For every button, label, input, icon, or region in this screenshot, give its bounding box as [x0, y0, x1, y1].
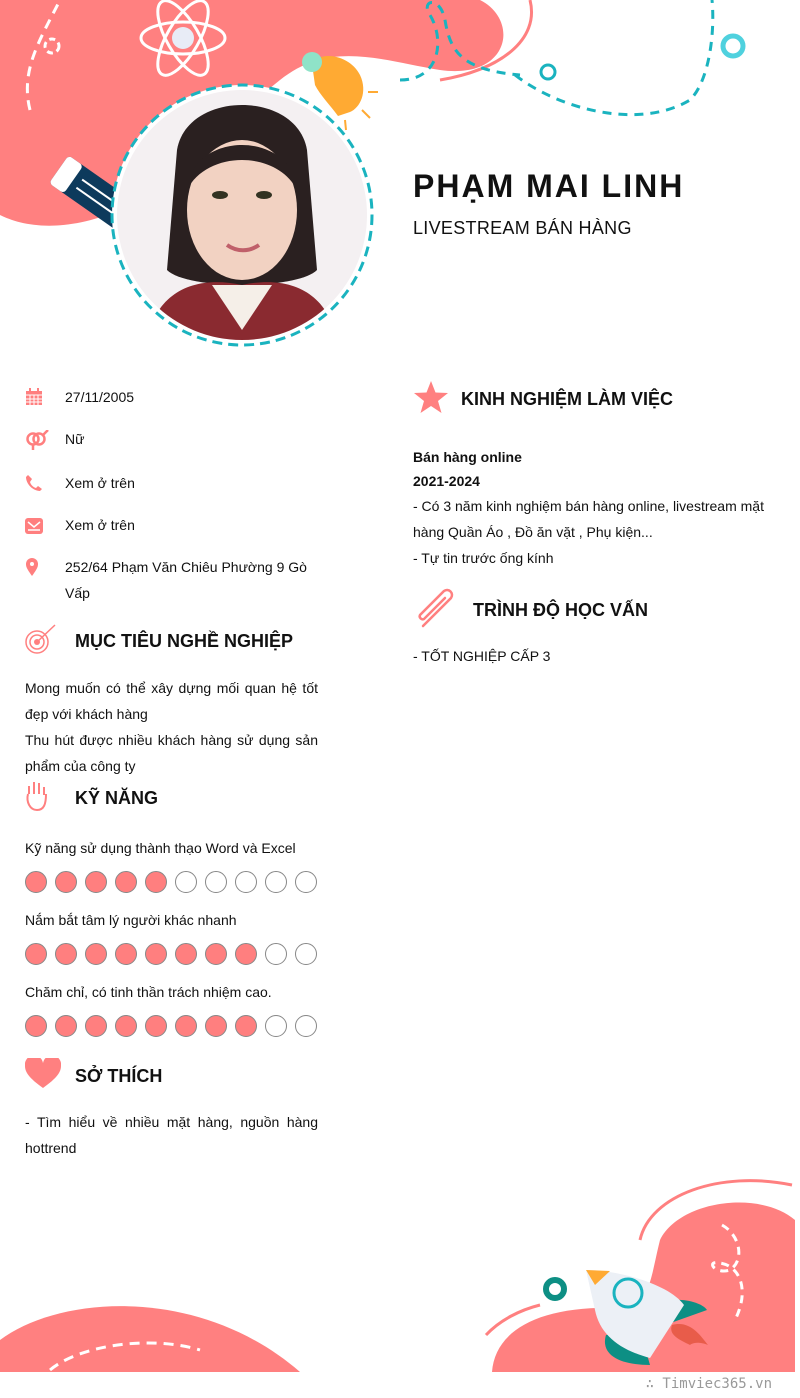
rating-dot-filled	[55, 871, 77, 893]
email-icon	[25, 512, 65, 542]
profile-photo	[117, 90, 367, 340]
paperclip-icon	[413, 588, 473, 633]
candidate-name: PHẠM MAI LINH	[413, 168, 685, 204]
skills-title: KỸ NĂNG	[75, 788, 159, 808]
hobbies-title: SỞ THÍCH	[75, 1066, 163, 1086]
contact-phone: Xem ở trên	[25, 470, 325, 500]
education-section	[413, 588, 775, 669]
target-icon	[25, 622, 75, 661]
footer-decoration	[0, 1160, 800, 1380]
objective-title: MỤC TIÊU NGHỀ NGHIỆP	[75, 631, 294, 651]
star-icon	[413, 380, 461, 419]
rating-dot-filled	[175, 943, 197, 965]
rating-dot-filled	[115, 871, 137, 893]
calendar-icon	[25, 384, 65, 414]
skill-rating	[25, 871, 318, 893]
rating-dot-filled	[115, 1015, 137, 1037]
rating-dot-filled	[145, 871, 167, 893]
rating-dot-filled	[235, 943, 257, 965]
skill-name: Kỹ năng sử dụng thành thạo Word và Excel	[25, 840, 296, 856]
rating-dot-empty	[235, 871, 257, 893]
rating-dot-filled	[85, 1015, 107, 1037]
objective-section	[25, 622, 318, 779]
phone-icon	[25, 470, 65, 500]
skill-rating	[25, 943, 318, 965]
rating-dot-filled	[25, 871, 47, 893]
experience-item	[413, 445, 775, 571]
hobbies-section	[25, 1058, 318, 1161]
rating-dot-filled	[145, 1015, 167, 1037]
experience-title: KINH NGHIỆM LÀM VIỆC	[461, 389, 674, 409]
rating-dot-empty	[265, 871, 287, 893]
rating-dot-empty	[295, 871, 317, 893]
heart-icon	[25, 1058, 75, 1095]
contact-gender: Nữ	[25, 426, 325, 458]
rating-dot-filled	[145, 943, 167, 965]
rating-dot-empty	[295, 943, 317, 965]
education-text: - TỐT NGHIỆP CẤP 3	[413, 648, 551, 664]
job-title: LIVESTREAM BÁN HÀNG	[413, 218, 632, 238]
rating-dot-filled	[85, 871, 107, 893]
location-icon	[25, 554, 65, 584]
skill-rating	[25, 1015, 318, 1037]
objective-line: Thu hút được nhiều khách hàng sử dụng sản phẩm của công ty	[25, 732, 318, 774]
contact-info	[25, 384, 325, 618]
skill-name: Nắm bắt tâm lý người khác nhanh	[25, 912, 237, 928]
experience-line: - Tự tin trước ống kính	[413, 550, 554, 566]
watermark: ∴ Timviec365.vn	[645, 1376, 772, 1392]
experience-role: Bán hàng online	[413, 449, 522, 465]
experience-section	[413, 380, 775, 571]
contact-birthdate: 27/11/2005	[25, 384, 325, 414]
hobbies-text: - Tìm hiểu về nhiều mặt hàng, nguồn hàng hottrend	[25, 1114, 318, 1156]
contact-address: 252/64 Phạm Văn Chiêu Phường 9 Gò Vấp	[25, 554, 325, 606]
rating-dot-filled	[25, 1015, 47, 1037]
rating-dot-filled	[205, 943, 227, 965]
rating-dot-empty	[295, 1015, 317, 1037]
skill-name: Chăm chỉ, có tinh thần trách nhiệm cao.	[25, 984, 272, 1000]
rating-dot-filled	[55, 1015, 77, 1037]
rating-dot-filled	[175, 1015, 197, 1037]
rating-dot-filled	[55, 943, 77, 965]
rating-dot-filled	[235, 1015, 257, 1037]
skills-section	[25, 780, 318, 1051]
rating-dot-filled	[85, 943, 107, 965]
gender-icon	[25, 426, 65, 458]
rating-dot-empty	[175, 871, 197, 893]
rating-dot-filled	[205, 1015, 227, 1037]
contact-email: Xem ở trên	[25, 512, 325, 542]
rating-dot-filled	[25, 943, 47, 965]
rating-dot-empty	[265, 1015, 287, 1037]
rating-dot-filled	[115, 943, 137, 965]
experience-line: - Có 3 năm kinh nghiệm bán hàng online, livestream mặt hàng Quần Áo , Đồ ăn vặt , Phụ kiện...	[413, 498, 764, 540]
rating-dot-empty	[265, 943, 287, 965]
objective-line: Mong muốn có thể xây dựng mối quan hệ tốt đẹp với khách hàng	[25, 680, 318, 722]
experience-period: 2021-2024	[413, 473, 480, 489]
hand-icon	[25, 780, 75, 817]
rating-dot-empty	[205, 871, 227, 893]
education-title: TRÌNH ĐỘ HỌC VẤN	[473, 600, 648, 620]
